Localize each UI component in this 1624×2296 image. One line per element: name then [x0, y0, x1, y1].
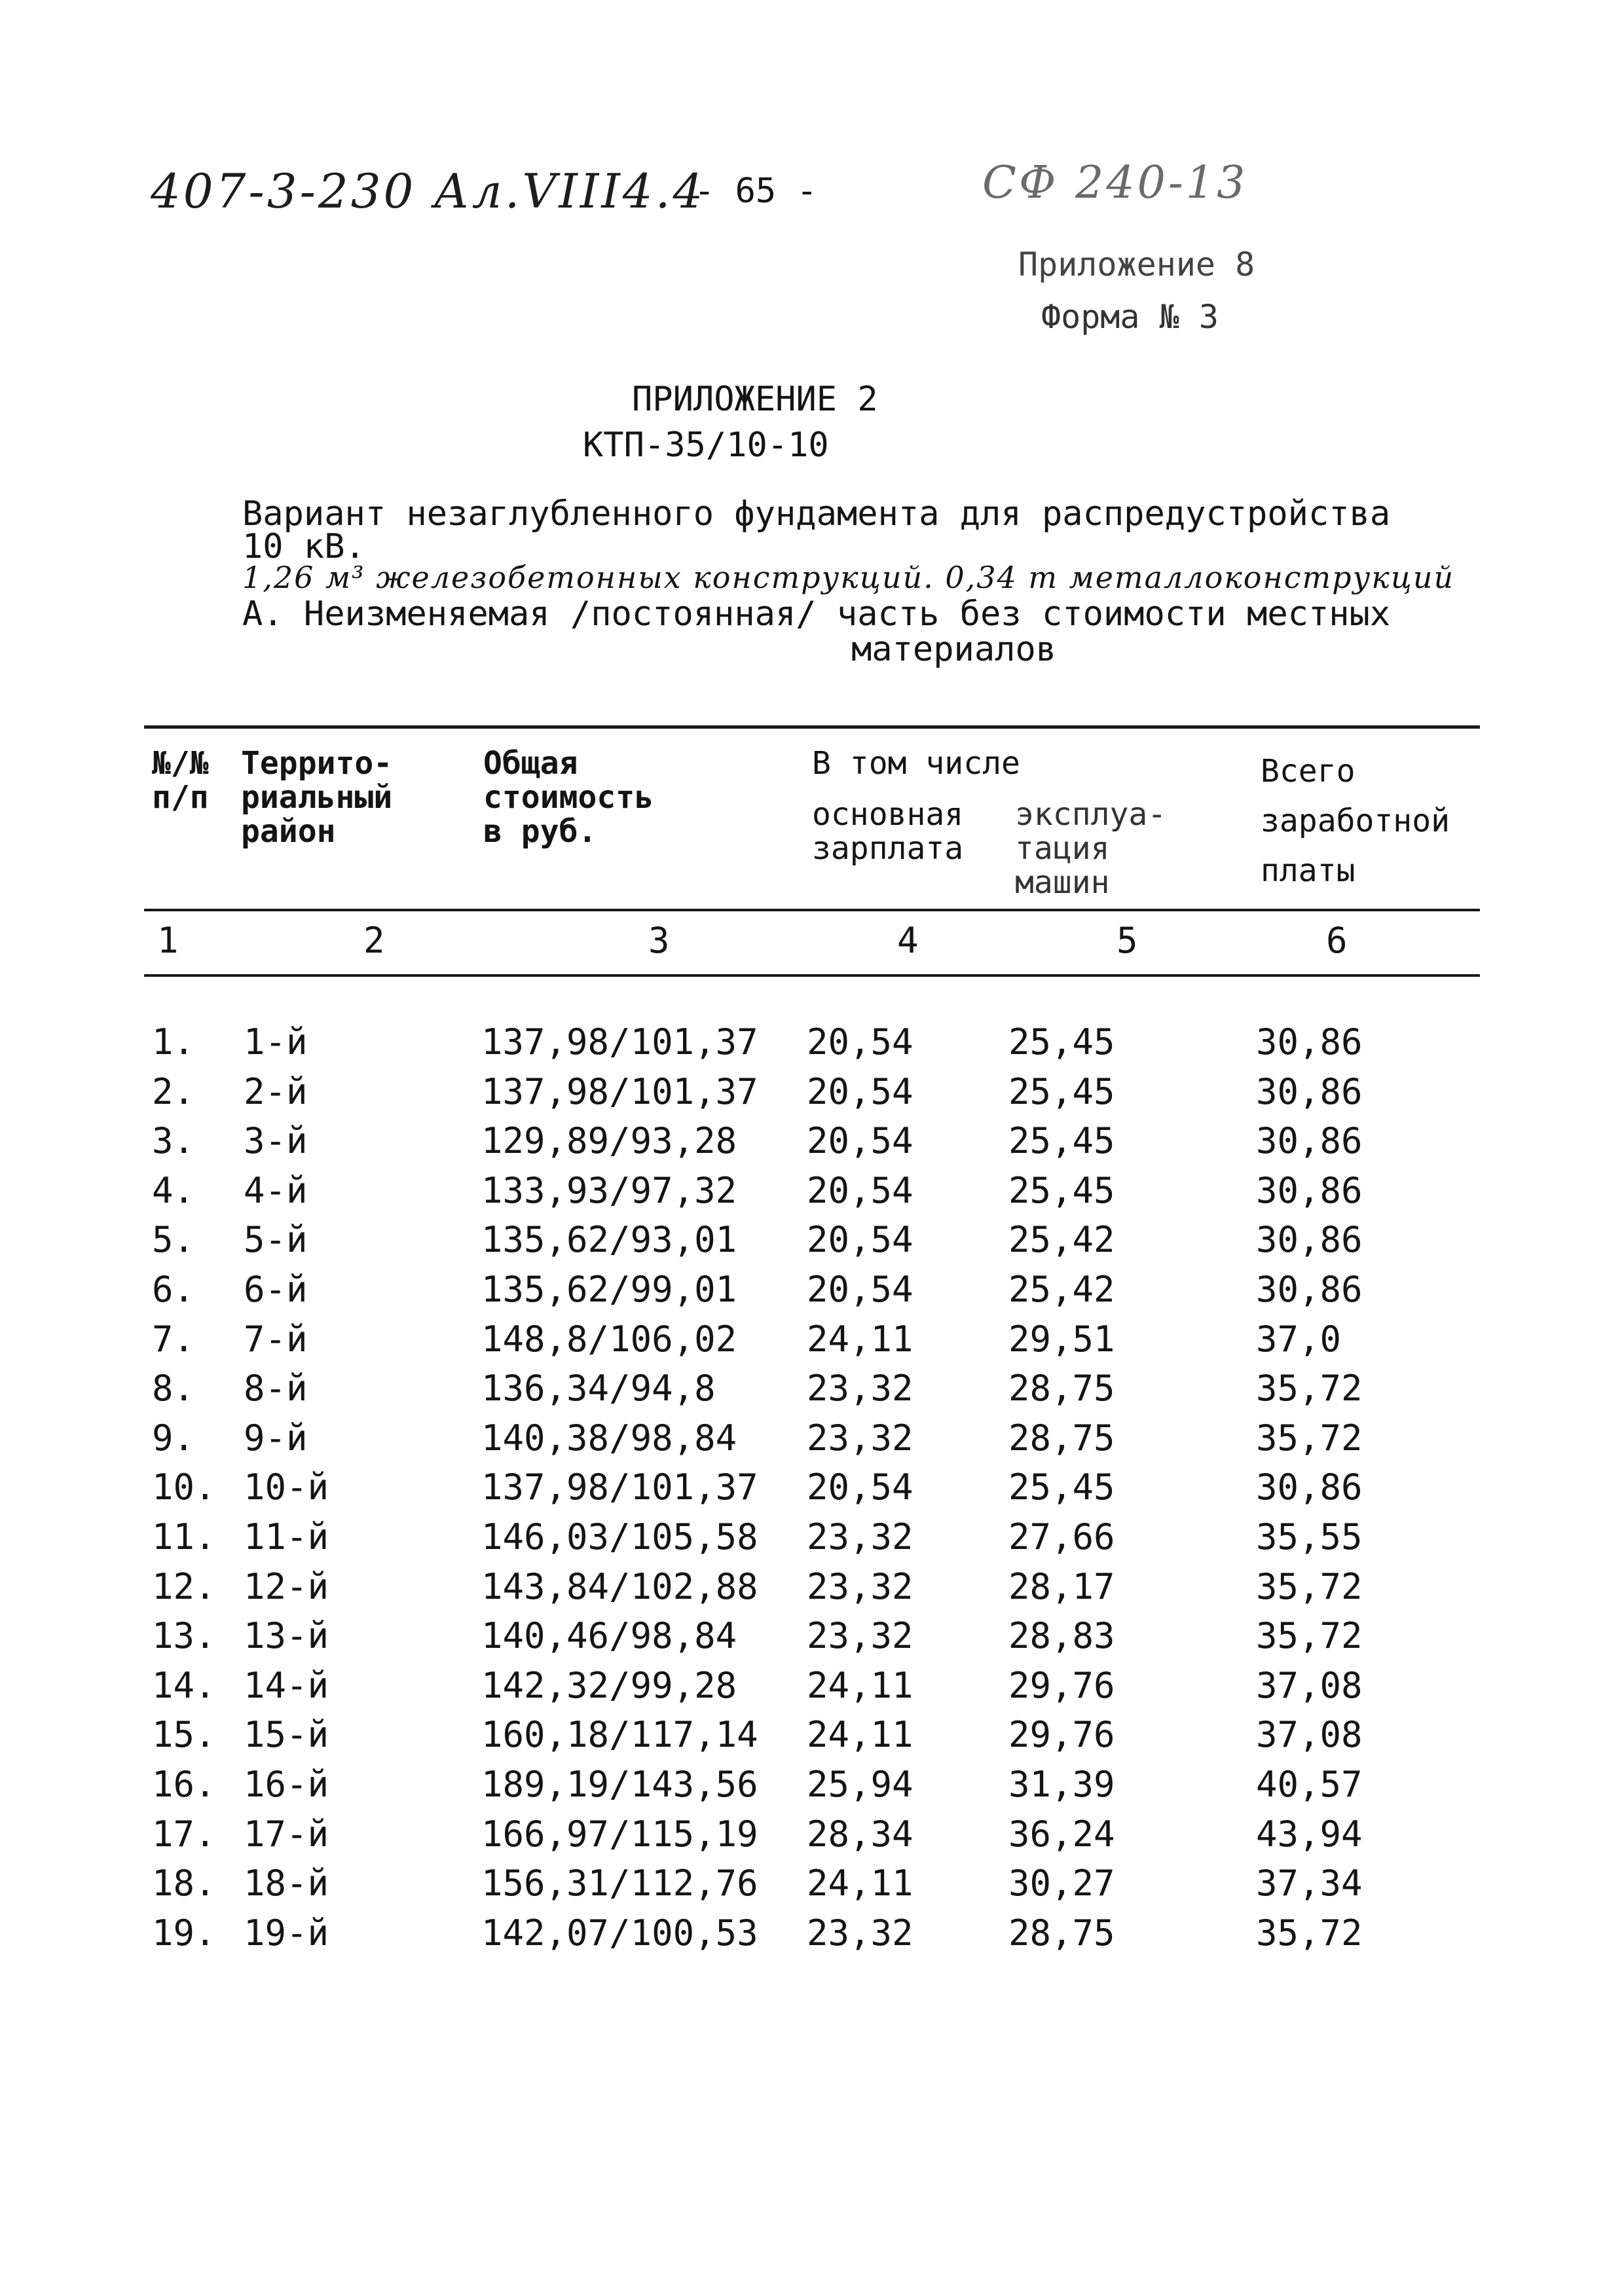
header-number: №/№ п/п [152, 745, 209, 816]
table-top-rule [144, 725, 1480, 729]
column-number-6: 6 [1326, 920, 1348, 961]
region-name: 3-й [244, 1120, 308, 1162]
base-salary: 23,32 [807, 1368, 913, 1410]
machines-cost: 28,75 [1008, 1912, 1115, 1954]
machines-cost: 25,45 [1008, 1070, 1115, 1112]
header-total-cost: Общая стоимость в руб. [483, 745, 654, 850]
region-name: 10-й [244, 1467, 329, 1508]
row-number: 3. [152, 1120, 195, 1162]
column-number-5: 5 [1116, 920, 1138, 961]
region-name: 11-й [244, 1516, 329, 1558]
region-name: 16-й [244, 1764, 329, 1805]
header-total-wages: Всего заработной платы [1261, 753, 1450, 889]
base-salary: 25,94 [807, 1764, 913, 1805]
machines-cost: 31,39 [1008, 1764, 1115, 1805]
base-salary: 23,32 [807, 1565, 913, 1607]
row-number: 2. [152, 1070, 195, 1112]
header-region: Террито- риальный район [241, 745, 393, 850]
header-including: В том числе [812, 745, 1020, 782]
column-number-2: 2 [363, 920, 385, 961]
handwritten-note: 1,26 м³ железобетонных конструкций. 0,34 т металлоконструкций [242, 560, 1455, 595]
region-name: 1-й [244, 1021, 308, 1063]
region-name: 15-й [244, 1714, 329, 1756]
row-number: 14. [152, 1664, 216, 1706]
total-cost: 140,46/98,84 [481, 1615, 737, 1657]
machines-cost: 25,45 [1008, 1120, 1115, 1162]
machines-cost: 29,51 [1008, 1318, 1115, 1360]
total-wages: 35,72 [1256, 1368, 1363, 1410]
total-cost: 142,07/100,53 [481, 1912, 758, 1954]
description-line-2: 10 кВ. [242, 527, 365, 566]
region-name: 4-й [244, 1169, 308, 1211]
part-a-line-1: А. Неизменяемая /постоянная/ часть без стоимости местных [242, 594, 1391, 634]
machines-cost: 28,83 [1008, 1615, 1115, 1657]
document-title-code: КТП-35/10-10 [583, 426, 829, 465]
stamp-code: СФ 240-13 [982, 157, 1248, 209]
machines-cost: 25,42 [1008, 1219, 1115, 1261]
row-number: 16. [152, 1764, 216, 1805]
region-name: 7-й [244, 1318, 308, 1360]
total-wages: 35,72 [1256, 1912, 1363, 1954]
row-number: 17. [152, 1813, 216, 1855]
row-number: 1. [152, 1021, 195, 1063]
row-number: 4. [152, 1169, 195, 1211]
total-cost: 140,38/98,84 [481, 1417, 737, 1459]
region-name: 9-й [244, 1417, 308, 1459]
region-name: 17-й [244, 1813, 329, 1855]
total-wages: 30,86 [1256, 1219, 1363, 1261]
total-wages: 30,86 [1256, 1120, 1363, 1162]
total-wages: 37,34 [1256, 1863, 1363, 1904]
base-salary: 24,11 [807, 1664, 913, 1706]
base-salary: 20,54 [807, 1269, 913, 1310]
column-number-3: 3 [648, 920, 670, 961]
region-name: 14-й [244, 1664, 329, 1706]
column-numbers-rule [144, 974, 1480, 977]
total-wages: 35,72 [1256, 1565, 1363, 1607]
region-name: 8-й [244, 1368, 308, 1410]
region-name: 2-й [244, 1070, 308, 1112]
total-wages: 37,08 [1256, 1714, 1363, 1756]
column-number-4: 4 [897, 920, 919, 961]
total-wages: 35,72 [1256, 1615, 1363, 1657]
total-cost: 137,98/101,37 [481, 1467, 758, 1508]
total-cost: 137,98/101,37 [481, 1070, 758, 1112]
region-name: 6-й [244, 1269, 308, 1310]
row-number: 15. [152, 1714, 216, 1756]
machines-cost: 25,45 [1008, 1021, 1115, 1063]
base-salary: 20,54 [807, 1120, 913, 1162]
machines-cost: 27,66 [1008, 1516, 1115, 1558]
page-number: - 65 - [694, 172, 817, 211]
region-name: 12-й [244, 1565, 329, 1607]
document-code: 407-3-230 Ал.VIII4.4 [151, 164, 706, 219]
machines-cost: 29,76 [1008, 1664, 1115, 1706]
row-number: 12. [152, 1565, 216, 1607]
total-cost: 137,98/101,37 [481, 1021, 758, 1063]
appendix-reference: Приложение 8 [1018, 246, 1255, 283]
machines-cost: 25,45 [1008, 1467, 1115, 1508]
total-cost: 135,62/99,01 [481, 1269, 737, 1310]
column-number-1: 1 [157, 920, 179, 961]
machines-cost: 29,76 [1008, 1714, 1115, 1756]
base-salary: 20,54 [807, 1169, 913, 1211]
row-number: 11. [152, 1516, 216, 1558]
row-number: 18. [152, 1863, 216, 1904]
total-wages: 30,86 [1256, 1021, 1363, 1063]
row-number: 10. [152, 1467, 216, 1508]
total-wages: 35,55 [1256, 1516, 1363, 1558]
header-machines: эксплуа- тация машин [1015, 796, 1167, 901]
total-cost: 156,31/112,76 [481, 1863, 758, 1904]
base-salary: 20,54 [807, 1021, 913, 1063]
total-cost: 136,34/94,8 [481, 1368, 716, 1410]
row-number: 9. [152, 1417, 195, 1459]
row-number: 8. [152, 1368, 195, 1410]
total-wages: 43,94 [1256, 1813, 1363, 1855]
total-cost: 133,93/97,32 [481, 1169, 737, 1211]
total-wages: 40,57 [1256, 1764, 1363, 1805]
base-salary: 20,54 [807, 1219, 913, 1261]
row-number: 19. [152, 1912, 216, 1954]
row-number: 6. [152, 1269, 195, 1310]
base-salary: 20,54 [807, 1070, 913, 1112]
part-a-line-2: материалов [851, 630, 1057, 669]
base-salary: 24,11 [807, 1714, 913, 1756]
row-number: 13. [152, 1615, 216, 1657]
header-bottom-rule [144, 909, 1480, 911]
machines-cost: 28,75 [1008, 1368, 1115, 1410]
total-wages: 30,86 [1256, 1269, 1363, 1310]
region-name: 13-й [244, 1615, 329, 1657]
region-name: 18-й [244, 1863, 329, 1904]
machines-cost: 28,17 [1008, 1565, 1115, 1607]
total-wages: 37,0 [1256, 1318, 1342, 1360]
machines-cost: 30,27 [1008, 1863, 1115, 1904]
machines-cost: 25,45 [1008, 1169, 1115, 1211]
total-cost: 148,8/106,02 [481, 1318, 737, 1360]
total-wages: 30,86 [1256, 1467, 1363, 1508]
total-cost: 189,19/143,56 [481, 1764, 758, 1805]
row-number: 5. [152, 1219, 195, 1261]
total-cost: 129,89/93,28 [481, 1120, 737, 1162]
description-line-1: Вариант незаглубленного фундамента для распредустройства [242, 494, 1391, 534]
base-salary: 24,11 [807, 1318, 913, 1360]
machines-cost: 36,24 [1008, 1813, 1115, 1855]
base-salary: 28,34 [807, 1813, 913, 1855]
region-name: 19-й [244, 1912, 329, 1954]
total-wages: 30,86 [1256, 1070, 1363, 1112]
base-salary: 23,32 [807, 1615, 913, 1657]
header-base-salary: основная зарплата [812, 796, 964, 867]
total-cost: 146,03/105,58 [481, 1516, 758, 1558]
total-cost: 143,84/102,88 [481, 1565, 758, 1607]
base-salary: 23,32 [807, 1912, 913, 1954]
form-reference: Форма № 3 [1041, 298, 1219, 336]
base-salary: 23,32 [807, 1417, 913, 1459]
total-cost: 142,32/99,28 [481, 1664, 737, 1706]
total-cost: 160,18/117,14 [481, 1714, 758, 1756]
base-salary: 23,32 [807, 1516, 913, 1558]
total-wages: 35,72 [1256, 1417, 1363, 1459]
total-wages: 37,08 [1256, 1664, 1363, 1706]
base-salary: 20,54 [807, 1467, 913, 1508]
base-salary: 24,11 [807, 1863, 913, 1904]
appendix-title: ПРИЛОЖЕНИЕ 2 [632, 380, 878, 419]
machines-cost: 28,75 [1008, 1417, 1115, 1459]
total-cost: 166,97/115,19 [481, 1813, 758, 1855]
total-wages: 30,86 [1256, 1169, 1363, 1211]
region-name: 5-й [244, 1219, 308, 1261]
machines-cost: 25,42 [1008, 1269, 1115, 1310]
row-number: 7. [152, 1318, 195, 1360]
total-cost: 135,62/93,01 [481, 1219, 737, 1261]
